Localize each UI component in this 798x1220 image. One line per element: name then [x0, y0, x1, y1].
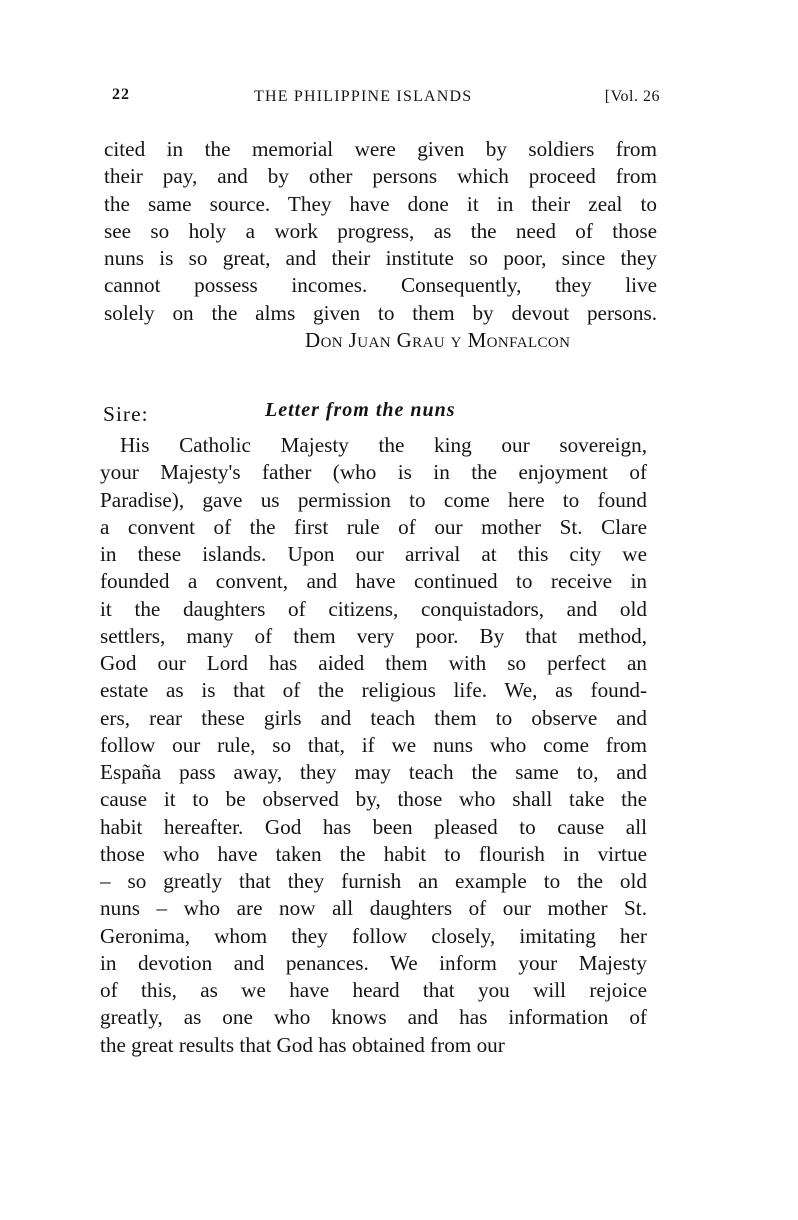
text-line: nuns is so great, and their institute so poor, since they [104, 246, 657, 270]
text-line: the great results that God has obtained from our [100, 1032, 505, 1057]
running-title: THE PHILIPPINE ISLANDS [254, 88, 473, 105]
text-line: those who have taken the habit to flourish in virtue [100, 841, 647, 866]
text-line: settlers, many of them very poor. By that method, [100, 623, 647, 648]
text-line: follow our rule, so that, if we nuns who come from [100, 732, 647, 757]
text-line: solely on the alms given to them by devout persons. [104, 300, 657, 325]
text-line: cited in the memorial were given by soldiers from [104, 137, 657, 161]
text-line: nuns – who are now all daughters of our mother St. [100, 896, 647, 921]
salutation: Sire: [103, 402, 149, 426]
text-line: of this, as we have heard that you will rejoice [100, 978, 647, 1002]
text-line: their pay, and by other persons which proceed from [104, 164, 657, 189]
text-line: see so holy a work progress, as the need of those [104, 218, 657, 243]
text-line: cannot possess incomes. Consequently, they live [104, 273, 657, 298]
text-line: habit hereafter. God has been pleased to cause all [100, 814, 647, 839]
text-line: estate as is that of the religious life. We, as found- [100, 678, 647, 703]
text-line: in devotion and penances. We inform your Majesty [100, 950, 647, 975]
text-line: it the daughters of citizens, conquistadors, and old [100, 596, 647, 621]
signature: Don Juan Grau y Monfalcon [305, 328, 571, 352]
text-line: in these islands. Upon our arrival at this city we [100, 542, 647, 566]
memorial-text [104, 136, 657, 327]
volume-label: [Vol. 26 [604, 88, 660, 105]
text-line: ers, rear these girls and teach them to observe and [100, 705, 647, 730]
text-line: – so greatly that they furnish an example to the old [100, 869, 647, 893]
text-line: cause it to be observed by, those who shall take the [100, 787, 647, 812]
running-header [112, 86, 660, 110]
text-line: God our Lord has aided them with so perfect an [100, 651, 647, 675]
text-line: your Majesty's father (who is in the enjoyment of [100, 460, 647, 485]
text-line: greatly, as one who knows and has information of [100, 1005, 647, 1030]
text-line: Geronima, whom they follow closely, imitating her [100, 923, 647, 948]
letter-title: Letter from the nuns [265, 398, 456, 421]
letter-body [100, 432, 647, 1059]
page-number: 22 [112, 86, 130, 103]
text-line: founded a convent, and have continued to receive in [100, 569, 647, 594]
text-line: a convent of the first rule of our mother St. Clare [100, 514, 647, 539]
text-line: Paradise), gave us permission to come here to found [100, 487, 647, 512]
text-line: España pass away, they may teach the same to, and [100, 760, 647, 784]
text-line: the same source. They have done it in their zeal to [104, 191, 657, 216]
text-line: His Catholic Majesty the king our sovereign, [120, 433, 647, 457]
